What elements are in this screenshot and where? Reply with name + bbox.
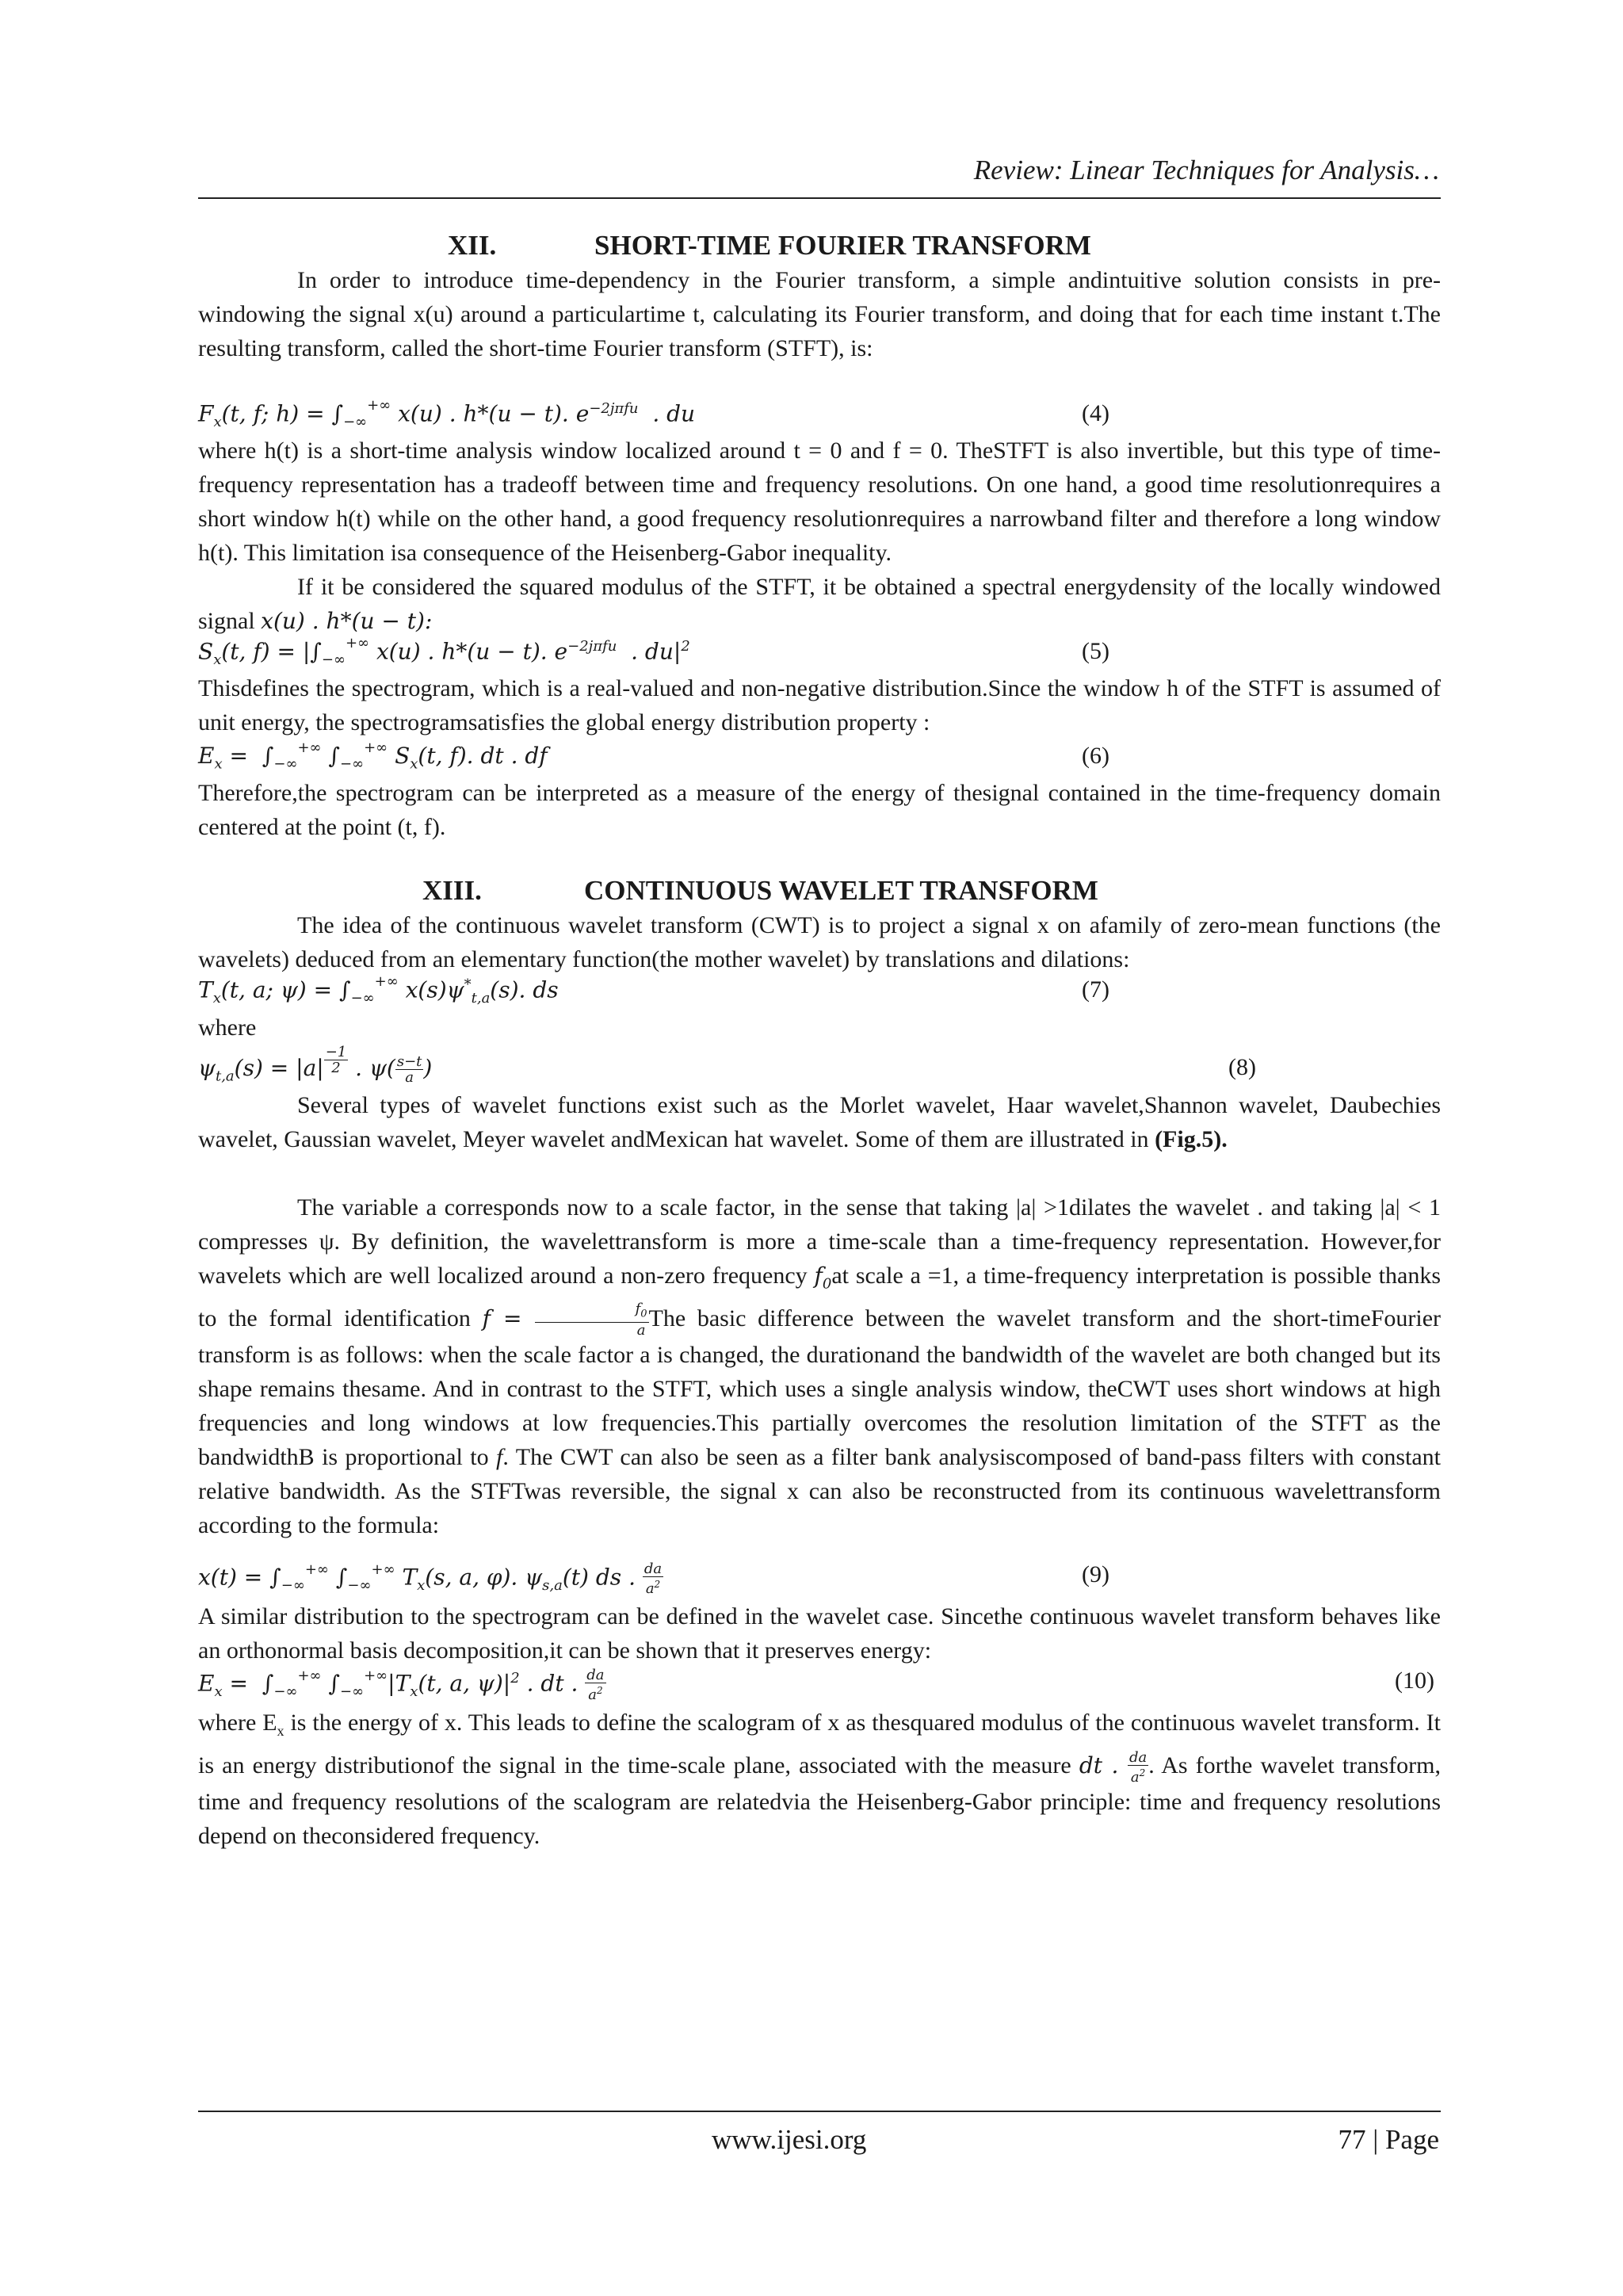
section-13-paragraph-1: The idea of the continuous wavelet transform (CWT) is to project a signal x on afamily of zero-mean functions (the wavelets) deduced from an elementary function(the mother wavelet) by translations and dilations: [198, 912, 1441, 972]
equation-6 [198, 739, 1441, 779]
equation-5-math: $S_x(t$, $f) = |\int_{-\infty}^{+\infty}$ x(u) . h*(u − t). $e^{-2j\pi fu}$ . $du|^2$ [198, 635, 690, 668]
equation-9-math: $x(t) = \int_{-\infty}^{+\infty}$ $\int_{-\infty}^{+\infty}$ $T_x(s$, a, φ). $\psi_{s,a}(t)$ ds . $\frac{da}{a^2}$ [198, 1561, 663, 1597]
equation-10-tag: (10) [1395, 1668, 1434, 1694]
equation-10 [198, 1668, 1441, 1704]
section-12-number: XII. [448, 230, 497, 261]
section-12-paragraph-5: Therefore,the spectrogram can be interpreted as a measure of the energy of thesignal contained in the time-frequency domain centered at the point (t, f). [198, 780, 1441, 840]
section-12-paragraph-1: In order to introduce time-dependency in the Fourier transform, a simple andintuitive solution consists in pre-windowing the signal x(u) around a particulartime t, calculating its Fourier transform, and doing that for each time instant t.The resulting transform, called the short-time Fourier transform (STFT), is: [198, 267, 1441, 361]
f0-symbol: $f_0$ [814, 1263, 832, 1293]
equation-4-tag: (4) [1082, 400, 1109, 426]
section-12-paragraph-3 [198, 570, 1441, 638]
paragraph-5b-text: is the energy of x. This leads to define the scalogram of x as thesquared modulus of the continuous wavelet transform. It is an energy distributionof the signal in the time-scale plane, associated with the measure [198, 1710, 1441, 1778]
paragraph-3b-text: at scale a =1, a time-frequency interpretation is possible thanks to the formal identification [198, 1263, 1442, 1331]
section-13-paragraph-3 [198, 1190, 1441, 1542]
footer-page-number: 77 | Page [1338, 2124, 1439, 2155]
equation-9 [198, 1561, 1441, 1598]
f-symbol: f [496, 1443, 503, 1470]
paragraph-5a-text: where E [198, 1710, 277, 1736]
equation-8-tag: (8) [1228, 1054, 1256, 1080]
equation-5 [198, 635, 1441, 674]
equation-6-math: $E_x = \int_{-\infty}^{+\infty}$ $\int_{-\infty}^{+\infty}$ $S_x(t$, f). dt . df [198, 739, 548, 773]
paragraph-2-text: Several types of wavelet functions exist such as the Morlet wavelet, Haar wavelet,Shannon wavelet, Daubechies wavelet, Gaussian wavelet, Meyer wavelet andMexican hat wavelet. Some of them are illustrated in [198, 1092, 1441, 1152]
identification-formula: f = $\frac{f_0}{a}$ [482, 1301, 647, 1339]
section-13-paragraph-4: A similar distribution to the spectrogram can be defined in the wavelet case. Sincethe continuous wavelet transform behaves like an orthonormal basis decomposition,it can be shown that it preserves energy: [198, 1603, 1441, 1664]
equation-4 [198, 397, 1441, 437]
equation-4-math: $F_x(t$, f; $h) = \int_{-\infty}^{+\infty}$ x(u) . h*(u − t). $e^{-2j\pi fu}$ . du [198, 397, 696, 430]
section-13-paragraph-5: where $E_x$ is the energy of x. This leads to define the scalogram of x as thesquared modulus of the continuous wavelet transform. It is an energy distributionof the signal in the time-scale plane, associated with the measure dt . $\frac{da}{a^2}$ . As forthe wavelet transform, time and frequency resolutions of the scalogram are relatedvia the Heisenberg-Gabor principle: time and frequency resolutions depend on theconsidered frequency. [198, 1710, 1441, 1849]
equation-10-math: $E_x = \int_{-\infty}^{+\infty}$ $\int_{-\infty}^{+\infty}|T_x(t$, a, $\psi)|^2$ . dt . $\frac{da}{a^2}$ [198, 1667, 605, 1703]
footer-rule [198, 2111, 1441, 2112]
equation-6-tag: (6) [1082, 743, 1109, 769]
equation-7 [198, 973, 1441, 1013]
fig-5-reference: (Fig.5). [1155, 1126, 1228, 1152]
section-13-title: CONTINUOUS WAVELET TRANSFORM [584, 875, 1098, 906]
equation-9-tag: (9) [1082, 1561, 1109, 1587]
footer-url: www.ijesi.org [712, 2124, 867, 2155]
paragraph-3-text: If it be considered the squared modulus of the STFT, it be obtained a spectral energydensity of the locally windowed signal [198, 574, 1441, 634]
section-12-paragraph-2: where h(t) is a short-time analysis window localized around t = 0 and f = 0. TheSTFT is also invertible, but this type of time-frequency representation has a tradeoff between time and frequency resolutions. On one hand, a good time resolutionrequires a short window h(t) while on the other hand, a good frequency resolutionrequires a narrowband filter and therefore a long window h(t). This limitation isa consequence of the Heisenberg-Gabor inequality. [198, 437, 1441, 566]
measure-formula: dt . $\frac{da}{a^2}$ [1079, 1748, 1148, 1786]
header-rule [198, 197, 1441, 199]
equation-8 [198, 1044, 1441, 1091]
equation-8-math: $\psi_{t,a}(s) = |a|$ $\frac{-1}{2}$ . ψ( $\frac{s-t}{a}$ ) [198, 1044, 433, 1086]
running-head: Review: Linear Techniques for Analysis… [973, 155, 1439, 185]
section-13-number: XIII. [422, 875, 482, 906]
paragraph-5c-text: . As forthe wavelet transform, time and frequency resolutions of the scalogram are relatedvia the Heisenberg-Gabor principle: time and frequency resolutions depend on theconsidered frequency. [198, 1752, 1441, 1849]
section-12-paragraph-4: Thisdefines the spectrogram, which is a real-valued and non-negative distribution.Since the window h of the STFT is assumed of unit energy, the spectrogramsatisfies the global energy distribution property : [198, 675, 1441, 735]
equation-5-tag: (5) [1082, 638, 1109, 664]
paragraph-3-math: x(u) . h*(u − t): [261, 608, 433, 634]
where-text: where [198, 1014, 257, 1041]
paragraph-3d-text: . The CWT can also be seen as a filter bank analysiscomposed of band-pass filters with constant relative bandwidth. As the STFTwas reversible, the signal x can also be reconstructed from its continuous wavelettransform according to the formula: [198, 1443, 1442, 1538]
equation-7-tag: (7) [1082, 976, 1109, 1003]
equation-7-math: $T_x(t$, a; $\psi) = \int_{-\infty}^{+\infty}$ $x(s)\psi^*_{t,a}(s)$. ds [198, 973, 559, 1007]
section-13-paragraph-2 [198, 1088, 1441, 1156]
paragraph-3c-text: The basic difference between the wavelet transform and the short-timeFourier transform is as follows: when the scale factor a is changed, the durationand the bandwidth of the wavelet are both changed but its shape remains thesame. And in contrast to the STFT, which uses a single analysis window, theCWT uses short windows at high frequencies and long windows at low frequencies.This partially overcomes the resolution limitation of the STFT as the bandwidthB is proportional to [198, 1305, 1442, 1470]
paragraph-3a-text: The variable a corresponds now to a scale factor, in the sense that taking |a| >1dilates the wavelet . and taking |a| < 1 compresses ψ. By definition, the wavelettransform is more a time-scale than a time-frequency representation. However,for wavelets which are well localized around a non-zero frequency [198, 1194, 1441, 1289]
section-12-title: SHORT-TIME FOURIER TRANSFORM [594, 230, 1091, 261]
